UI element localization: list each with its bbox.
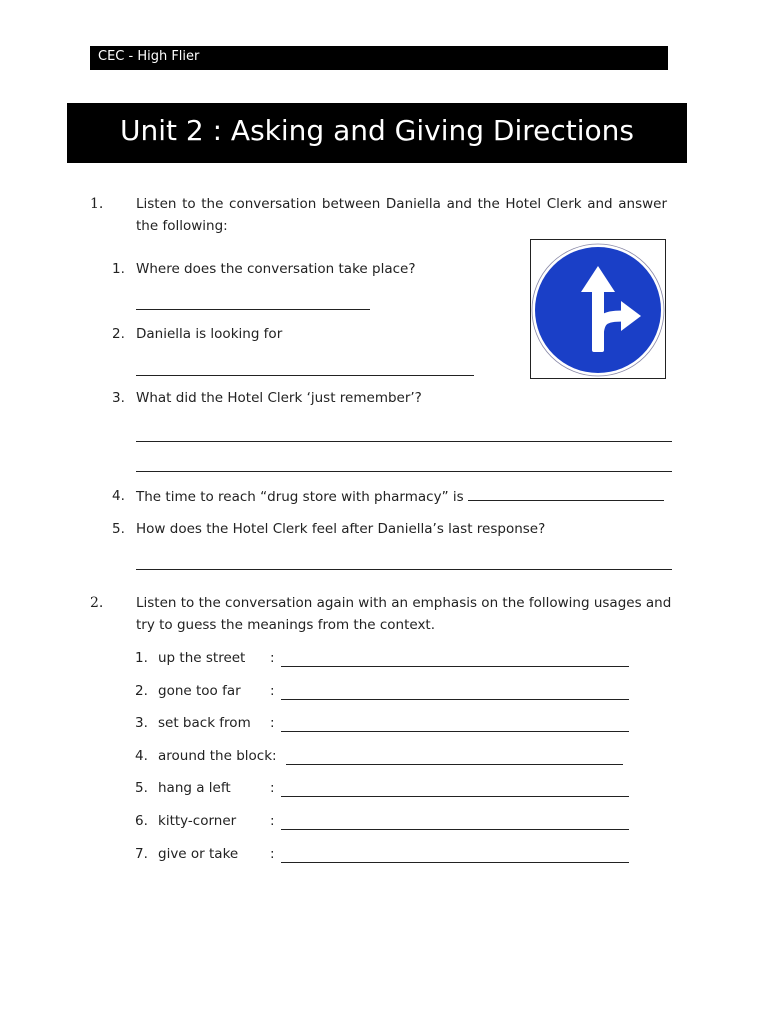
term-label: kitty-corner xyxy=(158,813,237,829)
term-label: give or take xyxy=(158,846,239,862)
question-2-text: Daniella is looking for xyxy=(136,326,283,342)
section-1-instruction: Listen to the conversation between Daniella and the Hotel Clerk and answer the following: xyxy=(136,196,667,234)
term-label: around the block: xyxy=(158,748,277,764)
straight-or-right-arrow-icon xyxy=(531,240,665,378)
section-2-instruction: Listen to the conversation again with an emphasis on the following usages and try to guess the meanings from the context. xyxy=(136,595,672,633)
header-bar xyxy=(90,46,668,70)
question-number: 2. xyxy=(112,326,125,342)
question-4-text: The time to reach “drug store with pharmacy” is xyxy=(136,489,464,505)
term-colon: : xyxy=(270,813,275,829)
question-1-text: Where does the conversation take place? xyxy=(136,261,416,277)
term-label: hang a left xyxy=(158,780,231,796)
question-5-text: How does the Hotel Clerk feel after Daniella’s last response? xyxy=(136,521,546,537)
question-number: 1. xyxy=(112,261,125,277)
question-3-text: What did the Hotel Clerk ‘just remember’? xyxy=(136,390,422,406)
question-number: 3. xyxy=(112,390,125,406)
term-answer-line[interactable] xyxy=(281,650,629,667)
term-colon: : xyxy=(270,683,275,699)
term-label: set back from xyxy=(158,715,251,731)
term-answer-line[interactable] xyxy=(281,780,629,797)
term-number: 4. xyxy=(135,748,148,764)
term-number: 1. xyxy=(135,650,148,666)
term-number: 2. xyxy=(135,683,148,699)
term-label: gone too far xyxy=(158,683,241,699)
term-answer-line[interactable] xyxy=(286,748,623,765)
page-title: Unit 2 : Asking and Giving Directions xyxy=(67,103,687,163)
answer-blank-3a[interactable] xyxy=(136,421,672,442)
answer-blank-2[interactable] xyxy=(136,355,474,376)
answer-blank-4[interactable] xyxy=(468,486,664,501)
answer-blank-1[interactable] xyxy=(136,289,370,310)
term-colon: : xyxy=(270,650,275,666)
section-1-number: 1. xyxy=(90,196,104,212)
direction-sign-image xyxy=(530,239,666,379)
question-number: 5. xyxy=(112,521,125,537)
term-answer-line[interactable] xyxy=(281,846,629,863)
term-colon: : xyxy=(270,780,275,796)
term-answer-line[interactable] xyxy=(281,683,629,700)
term-number: 3. xyxy=(135,715,148,731)
question-number: 4. xyxy=(112,488,125,504)
term-number: 5. xyxy=(135,780,148,796)
question-4 xyxy=(136,486,664,507)
answer-blank-3b[interactable] xyxy=(136,451,672,472)
answer-blank-5[interactable] xyxy=(136,549,672,570)
term-number: 6. xyxy=(135,813,148,829)
term-answer-line[interactable] xyxy=(281,813,629,830)
term-colon: : xyxy=(270,715,275,731)
brand-label: CEC - High Flier xyxy=(98,49,200,64)
term-number: 7. xyxy=(135,846,148,862)
term-label: up the street xyxy=(158,650,246,666)
term-answer-line[interactable] xyxy=(281,715,629,732)
section-2-number: 2. xyxy=(90,595,104,611)
term-colon: : xyxy=(270,846,275,862)
